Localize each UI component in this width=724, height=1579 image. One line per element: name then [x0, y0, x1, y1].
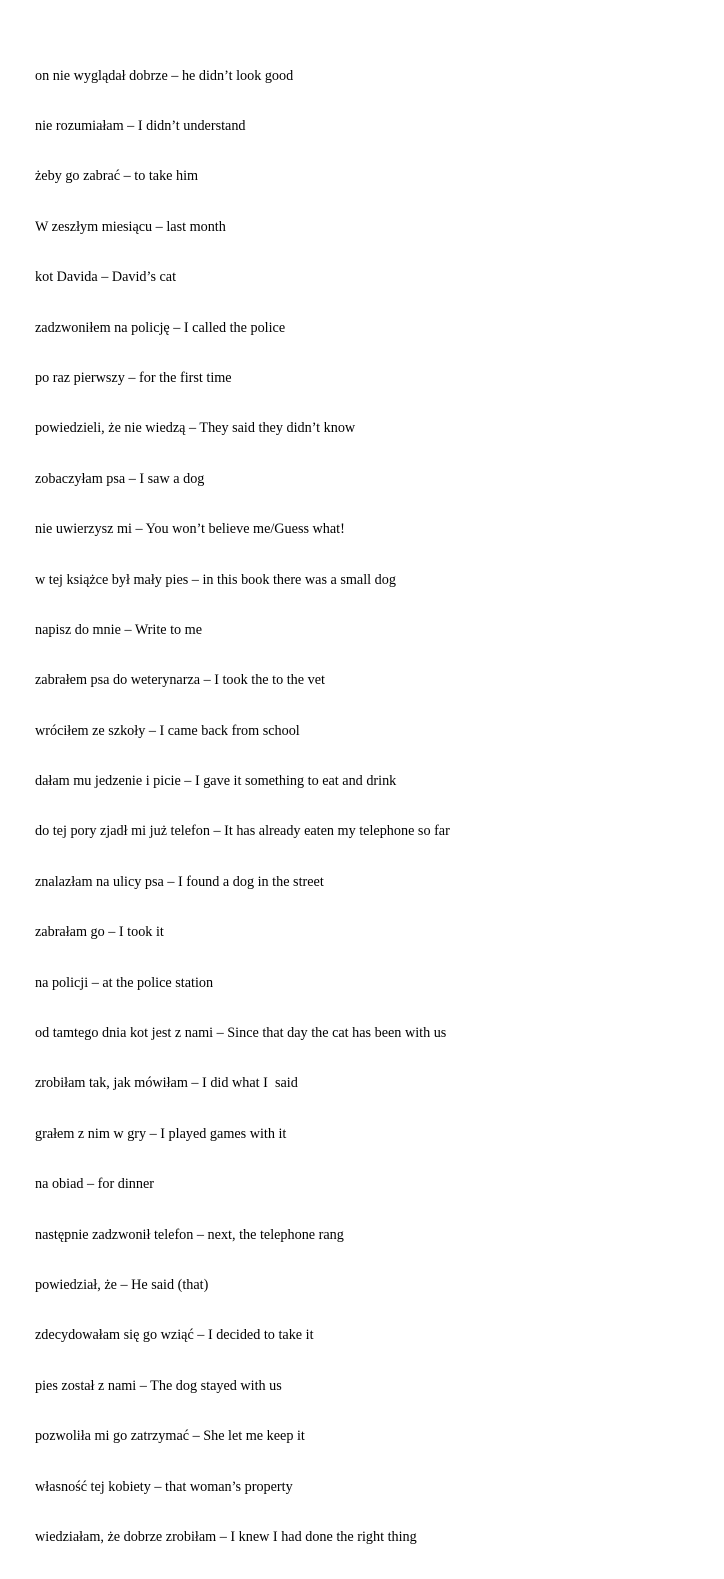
phrase-line: powiedział, że – He said (that): [35, 1276, 209, 1293]
phrase-line: zadzwoniłem na policję – I called the police: [35, 319, 286, 336]
phrase-line: po raz pierwszy – for the first time: [35, 369, 232, 386]
phrase-line: zrobiłam tak, jak mówiłam – I did what I said: [35, 1075, 298, 1092]
phrase-line: zabrałem psa do weterynarza – I took the to the vet: [35, 672, 325, 689]
phrase-list: [35, 34, 450, 1579]
phrase-line: następnie zadzwonił telefon – next, the telephone rang: [35, 1226, 344, 1243]
phrase-line: pozwoliła mi go zatrzymać – She let me keep it: [35, 1428, 305, 1445]
phrase-line: własność tej kobiety – that woman’s property: [35, 1478, 293, 1495]
phrase-line: na obiad – for dinner: [35, 1176, 154, 1193]
phrase-line: grałem z nim w gry – I played games with it: [35, 1125, 287, 1142]
phrase-line: od tamtego dnia kot jest z nami – Since that day the cat has been with us: [35, 1025, 447, 1042]
phrase-line: kot Davida – David’s cat: [35, 269, 177, 286]
phrase-line: zobaczyłam psa – I saw a dog: [35, 470, 205, 487]
phrase-line: on nie wyglądał dobrze – he didn’t look good: [35, 67, 294, 84]
phrase-line: żeby go zabrać – to take him: [35, 168, 199, 185]
phrase-line: nie uwierzysz mi – You won’t believe me/Guess what!: [35, 521, 345, 538]
phrase-line: w tej książce był mały pies – in this book there was a small dog: [35, 571, 396, 588]
phrase-line: powiedzieli, że nie wiedzą – They said they didn’t know: [35, 420, 356, 437]
phrase-line: W zeszłym miesiącu – last month: [35, 218, 226, 235]
phrase-line: wiedziałam, że dobrze zrobiłam – I knew I had done the right thing: [35, 1528, 417, 1545]
phrase-line: dałam mu jedzenie i picie – I gave it something to eat and drink: [35, 773, 397, 790]
phrase-line: znalazłam na ulicy psa – I found a dog in the street: [35, 873, 324, 890]
phrase-line: wróciłem ze szkoły – I came back from school: [35, 722, 300, 739]
phrase-line: na policji – at the police station: [35, 974, 214, 991]
phrase-line: pies został z nami – The dog stayed with us: [35, 1377, 282, 1394]
phrase-line: napisz do mnie – Write to me: [35, 621, 203, 638]
phrase-line: zabrałam go – I took it: [35, 924, 164, 941]
phrase-line: do tej pory zjadł mi już telefon – It has already eaten my telephone so far: [35, 823, 450, 840]
phrase-line: nie rozumiałam – I didn’t understand: [35, 117, 246, 134]
phrase-line: zdecydowałam się go wziąć – I decided to take it: [35, 1327, 314, 1344]
